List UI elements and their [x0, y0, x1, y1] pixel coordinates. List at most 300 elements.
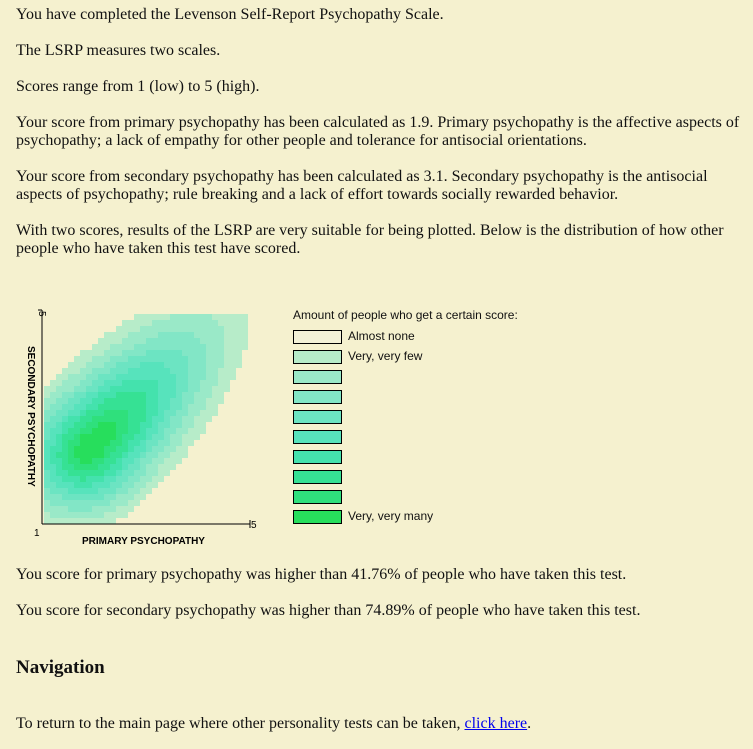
heatmap-cell — [170, 374, 176, 380]
heatmap-cell — [62, 392, 68, 398]
heatmap-cell — [68, 452, 74, 458]
heatmap-cell — [200, 374, 206, 380]
heatmap-cell — [62, 506, 68, 512]
heatmap-cell — [62, 488, 68, 494]
heatmap-cell — [188, 320, 194, 326]
heatmap-cell — [200, 368, 206, 374]
heatmap-cell — [98, 422, 104, 428]
heatmap-cell — [56, 428, 62, 434]
heatmap-cell — [44, 488, 50, 494]
heatmap-cell — [50, 380, 56, 386]
heatmap-cell — [116, 476, 122, 482]
heatmap-cell — [170, 434, 176, 440]
heatmap-cell — [50, 512, 56, 518]
legend-swatch — [293, 450, 342, 464]
heatmap-cell — [188, 386, 194, 392]
heatmap-cell — [68, 386, 74, 392]
heatmap-cell — [104, 404, 110, 410]
heatmap-cell — [116, 338, 122, 344]
heatmap-cell — [92, 464, 98, 470]
heatmap-cell — [152, 452, 158, 458]
heatmap-cell — [188, 422, 194, 428]
heatmap-cell — [128, 500, 134, 506]
heatmap-cell — [128, 344, 134, 350]
heatmap-cell — [68, 458, 74, 464]
heatmap-cell — [104, 518, 110, 524]
heatmap-cell — [80, 452, 86, 458]
heatmap-cell — [44, 512, 50, 518]
heatmap-cell — [128, 482, 134, 488]
legend-swatch — [293, 390, 342, 404]
heatmap-cell — [146, 326, 152, 332]
heatmap-cell — [98, 392, 104, 398]
heatmap-cell — [80, 386, 86, 392]
heatmap-cell — [98, 428, 104, 434]
heatmap-cell — [164, 398, 170, 404]
heatmap-cell — [140, 398, 146, 404]
heatmap-cell — [50, 452, 56, 458]
heatmap-cell — [116, 362, 122, 368]
heatmap-cell — [92, 392, 98, 398]
heatmap-cell — [92, 356, 98, 362]
heatmap-cell — [116, 428, 122, 434]
heatmap-cell — [212, 338, 218, 344]
heatmap-cell — [182, 380, 188, 386]
heatmap-cell — [200, 350, 206, 356]
heatmap-cell — [122, 410, 128, 416]
heatmap-cell — [128, 428, 134, 434]
heatmap-cell — [224, 380, 230, 386]
heatmap-cell — [62, 428, 68, 434]
heatmap-cell — [152, 482, 158, 488]
heatmap-cell — [236, 332, 242, 338]
heatmap-cell — [50, 410, 56, 416]
heatmap-cell — [176, 434, 182, 440]
heatmap-cell — [194, 434, 200, 440]
heatmap-cell — [50, 392, 56, 398]
heatmap-cell — [140, 362, 146, 368]
heatmap-cell — [62, 512, 68, 518]
heatmap-cell — [134, 332, 140, 338]
heatmap-cell — [74, 518, 80, 524]
heatmap-cell — [62, 470, 68, 476]
heatmap-cell — [128, 386, 134, 392]
heatmap-cell — [86, 392, 92, 398]
heatmap-cell — [170, 404, 176, 410]
heatmap-cell — [170, 446, 176, 452]
heatmap-cell — [116, 416, 122, 422]
heatmap-cell — [110, 374, 116, 380]
heatmap-cell — [176, 332, 182, 338]
heatmap-cell — [74, 422, 80, 428]
heatmap-cell — [146, 338, 152, 344]
heatmap-cell — [176, 446, 182, 452]
heatmap-cell — [86, 506, 92, 512]
heatmap-cell — [62, 446, 68, 452]
heatmap-cell — [134, 440, 140, 446]
heatmap-cell — [56, 488, 62, 494]
heatmap-cell — [164, 458, 170, 464]
heatmap-cell — [80, 464, 86, 470]
heatmap-cell — [128, 380, 134, 386]
heatmap-cell — [92, 374, 98, 380]
heatmap-cell — [98, 458, 104, 464]
heatmap-cell — [104, 416, 110, 422]
heatmap-cell — [224, 332, 230, 338]
heatmap-cell — [152, 422, 158, 428]
heatmap-cell — [164, 440, 170, 446]
heatmap-cell — [158, 452, 164, 458]
heatmap-cell — [80, 416, 86, 422]
heatmap-cell — [50, 482, 56, 488]
heatmap-cell — [86, 512, 92, 518]
heatmap-cell — [104, 446, 110, 452]
heatmap-cell — [170, 380, 176, 386]
heatmap-cell — [110, 440, 116, 446]
heatmap-cell — [56, 512, 62, 518]
heatmap-cell — [218, 326, 224, 332]
heatmap-cell — [224, 314, 230, 320]
heatmap-cell — [44, 500, 50, 506]
heatmap-cell — [92, 476, 98, 482]
heatmap-cell — [134, 320, 140, 326]
heatmap-cell — [140, 404, 146, 410]
heatmap-cell — [128, 368, 134, 374]
heatmap-cell — [164, 422, 170, 428]
heatmap-cell — [104, 362, 110, 368]
heatmap-cell — [122, 386, 128, 392]
legend-swatch — [293, 470, 342, 484]
heatmap-cell — [176, 338, 182, 344]
heatmap-cell — [50, 416, 56, 422]
heatmap-cell — [176, 368, 182, 374]
heatmap-cell — [86, 518, 92, 524]
heatmap-cell — [98, 338, 104, 344]
heatmap-cell — [128, 410, 134, 416]
heatmap-cell — [128, 458, 134, 464]
heatmap-cell — [98, 518, 104, 524]
heatmap-cell — [80, 476, 86, 482]
heatmap-cell — [200, 404, 206, 410]
heatmap-cell — [98, 374, 104, 380]
heatmap-cell — [134, 356, 140, 362]
heatmap-cell — [98, 464, 104, 470]
heatmap-cell — [152, 380, 158, 386]
heatmap-cell — [158, 392, 164, 398]
heatmap-cell — [80, 506, 86, 512]
heatmap-cell — [122, 374, 128, 380]
heatmap-cell — [140, 488, 146, 494]
heatmap-cell — [206, 314, 212, 320]
heatmap-cell — [170, 350, 176, 356]
heatmap-cell — [152, 344, 158, 350]
heatmap-cell — [164, 344, 170, 350]
heatmap-cell — [134, 326, 140, 332]
heatmap-cell — [200, 314, 206, 320]
heatmap-cell — [134, 392, 140, 398]
heatmap-cell — [176, 410, 182, 416]
heatmap-cell — [92, 446, 98, 452]
heatmap-cell — [206, 356, 212, 362]
heatmap-cell — [98, 368, 104, 374]
heatmap-cell — [176, 362, 182, 368]
heatmap-cell — [98, 488, 104, 494]
heatmap-cell — [152, 464, 158, 470]
heatmap-cell — [140, 470, 146, 476]
heatmap-cell — [152, 350, 158, 356]
heatmap-cell — [86, 380, 92, 386]
y-axis-title: SECONDARY PSYCHOPATHY — [25, 346, 36, 487]
heatmap-cell — [152, 434, 158, 440]
heatmap-cell — [116, 404, 122, 410]
heatmap-cell — [194, 350, 200, 356]
heatmap-cell — [104, 374, 110, 380]
heatmap-cell — [110, 434, 116, 440]
legend-title: Amount of people who get a certain score: — [293, 308, 518, 322]
heatmap-cell — [242, 326, 248, 332]
heatmap-cell — [92, 470, 98, 476]
heatmap-cell — [182, 398, 188, 404]
heatmap-cell — [230, 332, 236, 338]
heatmap-cell — [104, 350, 110, 356]
heatmap-cell — [56, 464, 62, 470]
heatmap-cell — [218, 356, 224, 362]
legend-swatch — [293, 410, 342, 424]
heatmap-cell — [230, 350, 236, 356]
heatmap-cell — [206, 374, 212, 380]
heatmap-cell — [182, 374, 188, 380]
heatmap-cell — [224, 320, 230, 326]
heatmap-cell — [188, 374, 194, 380]
heatmap-cell — [80, 404, 86, 410]
heatmap-cell — [44, 428, 50, 434]
heatmap-cell — [218, 314, 224, 320]
heatmap-cell — [98, 482, 104, 488]
heatmap-cell — [104, 392, 110, 398]
heatmap-cell — [170, 368, 176, 374]
heatmap-cell — [152, 398, 158, 404]
secondary-result-text: You score for secondary psychopathy was higher than 74.89% of people who have taken this test. — [16, 602, 641, 619]
legend-label: Almost none — [348, 329, 415, 343]
heatmap-cell — [74, 470, 80, 476]
heatmap-cell — [92, 362, 98, 368]
heatmap-cell — [152, 332, 158, 338]
legend-swatch — [293, 330, 342, 344]
heatmap-cell — [122, 422, 128, 428]
heatmap-cell — [128, 488, 134, 494]
heatmap-cell — [122, 326, 128, 332]
legend-label: Very, very many — [348, 509, 434, 523]
heatmap-cell — [110, 470, 116, 476]
heatmap-cell — [116, 392, 122, 398]
heatmap-cell — [80, 422, 86, 428]
heatmap-cell — [212, 320, 218, 326]
heatmap-cell — [116, 464, 122, 470]
heatmap-cell — [92, 380, 98, 386]
heatmap-cell — [92, 410, 98, 416]
y-max-label: 5 — [36, 311, 47, 317]
heatmap-cell — [176, 440, 182, 446]
heatmap-cell — [62, 518, 68, 524]
heatmap-cell — [140, 428, 146, 434]
heatmap-cell — [80, 440, 86, 446]
heatmap-cell — [140, 392, 146, 398]
x-min-label: 1 — [34, 528, 40, 539]
heatmap-cell — [134, 458, 140, 464]
heatmap-cell — [224, 374, 230, 380]
heatmap-cell — [146, 410, 152, 416]
heatmap-cell — [134, 446, 140, 452]
heatmap-cell — [224, 356, 230, 362]
heatmap-cell — [110, 488, 116, 494]
heatmap-cell — [86, 500, 92, 506]
heatmap-cell — [200, 416, 206, 422]
heatmap-cell — [140, 416, 146, 422]
heatmap-cell — [92, 482, 98, 488]
heatmap-cell — [128, 434, 134, 440]
heatmap-cell — [158, 398, 164, 404]
heatmap-cell — [50, 500, 56, 506]
heatmap-cell — [134, 464, 140, 470]
heatmap-cell — [176, 458, 182, 464]
heatmap-cell — [44, 458, 50, 464]
heatmap-cell — [68, 404, 74, 410]
heatmap-cell — [140, 458, 146, 464]
heatmap-cell — [188, 362, 194, 368]
heatmap-cell — [206, 368, 212, 374]
heatmap-cell — [194, 428, 200, 434]
heatmap-cell — [104, 434, 110, 440]
heatmap-cell — [146, 368, 152, 374]
heatmap-cell — [164, 362, 170, 368]
heatmap-cell — [158, 362, 164, 368]
heatmap-cell — [206, 350, 212, 356]
heatmap-cell — [158, 446, 164, 452]
heatmap-cell — [56, 452, 62, 458]
heatmap-cell — [98, 410, 104, 416]
heatmap-cell — [122, 380, 128, 386]
heatmap-cell — [146, 320, 152, 326]
heatmap-cell — [200, 320, 206, 326]
heatmap-cell — [44, 422, 50, 428]
heatmap-cell — [80, 380, 86, 386]
heatmap-cell — [140, 380, 146, 386]
heatmap-cell — [74, 506, 80, 512]
heatmap-cell — [140, 482, 146, 488]
heatmap-cell — [152, 374, 158, 380]
heatmap-cell — [164, 374, 170, 380]
heatmap-cell — [122, 362, 128, 368]
heatmap-cell — [110, 332, 116, 338]
heatmap-cell — [92, 368, 98, 374]
heatmap-cell — [206, 338, 212, 344]
heatmap-cell — [98, 350, 104, 356]
heatmap-cell — [158, 470, 164, 476]
heatmap-cell — [110, 518, 116, 524]
heatmap-cell — [122, 482, 128, 488]
heatmap-cell — [140, 440, 146, 446]
heatmap-cell — [116, 512, 122, 518]
heatmap-cell — [68, 434, 74, 440]
heatmap-cell — [92, 452, 98, 458]
heatmap-cell — [188, 314, 194, 320]
heatmap-cell — [146, 344, 152, 350]
heatmap-cell — [98, 416, 104, 422]
heatmap-cell — [200, 362, 206, 368]
heatmap-cell — [110, 506, 116, 512]
heatmap-cell — [140, 338, 146, 344]
heatmap-cell — [122, 434, 128, 440]
heatmap-cell — [122, 494, 128, 500]
heatmap-cell — [56, 398, 62, 404]
heatmap-cell — [116, 368, 122, 374]
heatmap-cell — [86, 470, 92, 476]
heatmap-cell — [188, 356, 194, 362]
heatmap-cell — [104, 332, 110, 338]
heatmap-cell — [140, 314, 146, 320]
heatmap-cell — [146, 350, 152, 356]
heatmap-cell — [74, 386, 80, 392]
heatmap-cell — [50, 494, 56, 500]
legend-label: Very, very few — [348, 349, 423, 363]
heatmap-cell — [194, 368, 200, 374]
heatmap-cell — [212, 368, 218, 374]
heatmap-cell — [68, 416, 74, 422]
heatmap-cell — [92, 386, 98, 392]
legend-swatch — [293, 430, 342, 444]
heatmap-cell — [182, 350, 188, 356]
heatmap-cell — [134, 398, 140, 404]
heatmap-cell — [194, 422, 200, 428]
heatmap-cell — [134, 422, 140, 428]
heatmap-cell — [176, 416, 182, 422]
heatmap-cell — [128, 338, 134, 344]
heatmap-cell — [182, 362, 188, 368]
x-axis-title: PRIMARY PSYCHOPATHY — [82, 536, 205, 547]
heatmap-cell — [158, 416, 164, 422]
heatmap-cell — [200, 356, 206, 362]
heatmap-cell — [104, 506, 110, 512]
heatmap-cell — [86, 494, 92, 500]
heatmap-cell — [122, 470, 128, 476]
heatmap-cell — [56, 374, 62, 380]
heatmap-cell — [50, 518, 56, 524]
heatmap-cell — [74, 512, 80, 518]
heatmap-cell — [170, 356, 176, 362]
heatmap-cell — [176, 344, 182, 350]
heatmap-cell — [176, 452, 182, 458]
heatmap-cell — [134, 494, 140, 500]
heatmap-cell — [146, 446, 152, 452]
heatmap-cell — [80, 500, 86, 506]
heatmap-cell — [86, 464, 92, 470]
heatmap-cell — [134, 344, 140, 350]
heatmap-cell — [80, 398, 86, 404]
heatmap-cell — [98, 452, 104, 458]
heatmap-cell — [68, 374, 74, 380]
heatmap-cell — [152, 320, 158, 326]
heatmap-cell — [146, 404, 152, 410]
heatmap-cell — [212, 398, 218, 404]
heatmap-cell — [158, 314, 164, 320]
heatmap-cell — [188, 404, 194, 410]
heatmap-cell — [110, 452, 116, 458]
heatmap-cell — [92, 416, 98, 422]
heatmap-cell — [116, 470, 122, 476]
heatmap-cell — [170, 458, 176, 464]
click-here-link[interactable]: click here — [464, 715, 528, 732]
heatmap-cell — [158, 380, 164, 386]
